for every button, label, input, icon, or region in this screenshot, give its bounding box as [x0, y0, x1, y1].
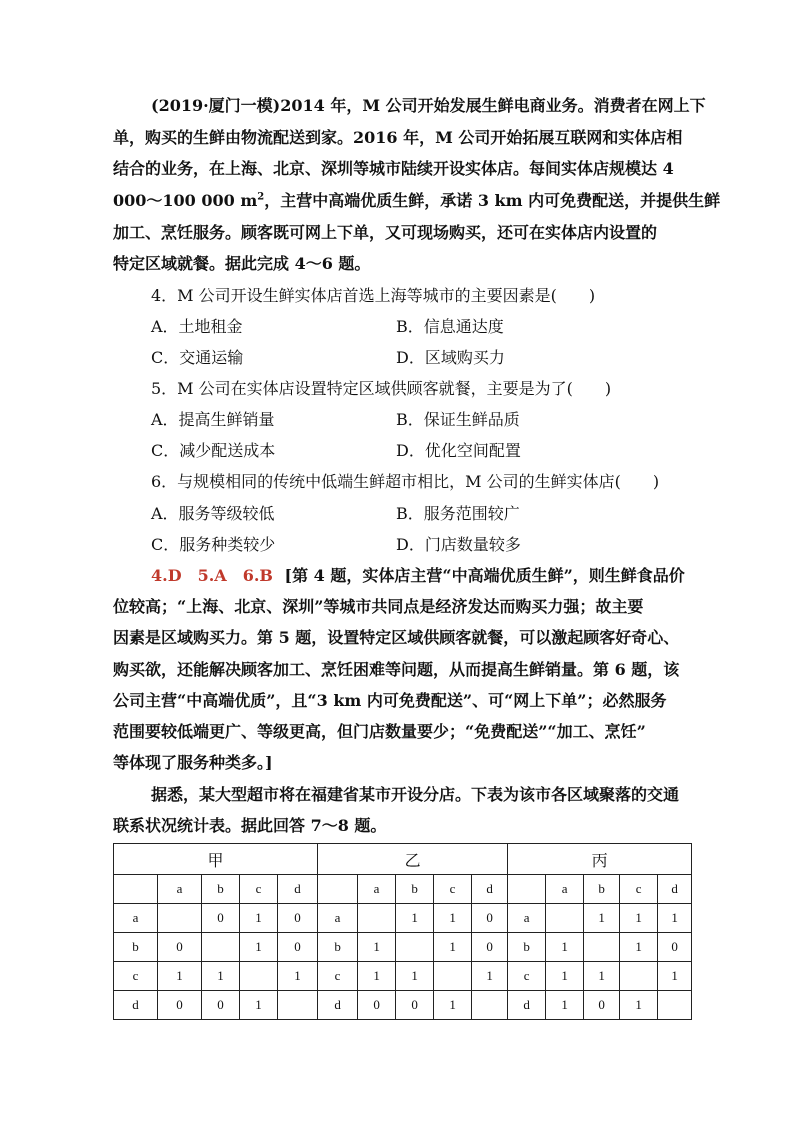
- table-cell: 1: [584, 904, 620, 933]
- q6-option-d: D．门店数量较多: [396, 535, 521, 554]
- intro-line-4-a: 000～100 000 m: [113, 191, 258, 210]
- table-row-label: a: [114, 904, 158, 933]
- table-col-label: d: [658, 875, 692, 904]
- table-cell: 1: [240, 933, 278, 962]
- intro-line-4: [113, 191, 720, 211]
- q6-option-a: A．服务等级较低: [151, 504, 275, 523]
- table-cell: 1: [240, 904, 278, 933]
- table-cell: [358, 904, 396, 933]
- table-col-label: c: [240, 875, 278, 904]
- table-cell: 0: [202, 991, 240, 1020]
- table-row-label: a: [508, 904, 546, 933]
- explanation-line-3: 因素是区域购买力。第 5 题，设置特定区域供顾客就餐，可以激起顾客好奇心、: [113, 628, 680, 647]
- intro-line-2: 单，购买的生鲜由物流配送到家。2016 年，M 公司开始拓展互联网和实体店相: [113, 128, 683, 147]
- table-cell: [658, 991, 692, 1020]
- table-cell: 0: [472, 933, 508, 962]
- table-cell: 1: [202, 962, 240, 991]
- table-cell: [434, 962, 472, 991]
- connectivity-table: [113, 843, 692, 1020]
- explanation-line-7: 等体现了服务种类多。]: [113, 753, 273, 772]
- table-cell: 0: [202, 904, 240, 933]
- q5-option-d: D．优化空间配置: [396, 441, 521, 460]
- q4-option-d: D．区域购买力: [396, 348, 505, 367]
- q5-option-b: B．保证生鲜品质: [396, 410, 520, 429]
- table-cell: 0: [584, 991, 620, 1020]
- table-col-label: d: [472, 875, 508, 904]
- table-row-label: d: [318, 991, 358, 1020]
- table-cell: [202, 933, 240, 962]
- table-col-label: a: [158, 875, 202, 904]
- answer-line-1: [151, 566, 685, 586]
- intro2-line-2: 联系状况统计表。据此回答 7～8 题。: [113, 816, 387, 835]
- table-row-label: b: [508, 933, 546, 962]
- explanation-line-6: 范围要较低端更广、等级更高，但门店数量要少；“免费配送”“加工、烹饪”: [113, 722, 646, 741]
- table-cell: 1: [658, 904, 692, 933]
- table-group-header: 乙: [318, 844, 508, 875]
- table-cell: 1: [358, 933, 396, 962]
- table-cell: [240, 962, 278, 991]
- table-cell: 1: [434, 904, 472, 933]
- table-cell: 1: [434, 933, 472, 962]
- table-cell: [472, 991, 508, 1020]
- table-cell: [620, 962, 658, 991]
- explanation-line-2: 位较高；“上海、北京、深圳”等城市共同点是经济发达而购买力强；故主要: [113, 597, 644, 616]
- table-row-label: b: [318, 933, 358, 962]
- table-col-label: a: [546, 875, 584, 904]
- table-row-label: c: [114, 962, 158, 991]
- table-col-label: d: [278, 875, 318, 904]
- table-cell: 0: [278, 904, 318, 933]
- table-row-label: b: [114, 933, 158, 962]
- question-6-stem: 6．与规模相同的传统中低端生鲜超市相比，M 公司的生鲜实体店( ): [151, 472, 660, 491]
- table-cell: 1: [658, 962, 692, 991]
- table-col-label: b: [396, 875, 434, 904]
- intro-line-1: (2019·厦门一模)2014 年，M 公司开始发展生鲜电商业务。消费者在网上下: [151, 96, 706, 115]
- table-cell: 1: [620, 933, 658, 962]
- table-group-header-row: [114, 844, 692, 875]
- table-cell: 1: [620, 904, 658, 933]
- q6-option-b: B．服务范围较广: [396, 504, 520, 523]
- table-corner-cell: [508, 875, 546, 904]
- table-cell: 1: [396, 962, 434, 991]
- table-group-header: 甲: [114, 844, 318, 875]
- table-cell: 1: [546, 962, 584, 991]
- table-cell: 1: [278, 962, 318, 991]
- answer-key: 4.D 5.A 6.B: [151, 566, 273, 585]
- table-row: [114, 991, 692, 1020]
- table-corner-cell: [114, 875, 158, 904]
- table-cell: [546, 904, 584, 933]
- table-col-label-row: [114, 875, 692, 904]
- table-row-label: d: [114, 991, 158, 1020]
- q4-option-b: B．信息通达度: [396, 317, 504, 336]
- superscript-2: 2: [257, 191, 265, 203]
- table-corner-cell: [318, 875, 358, 904]
- table-cell: 0: [278, 933, 318, 962]
- table-cell: 1: [434, 991, 472, 1020]
- table-row-label: a: [318, 904, 358, 933]
- table-cell: [158, 904, 202, 933]
- explanation-line-4: 购买欲，还能解决顾客加工、烹饪困难等问题，从而提高生鲜销量。第 6 题，该: [113, 660, 680, 679]
- table-cell: 1: [240, 991, 278, 1020]
- table-cell: [396, 933, 434, 962]
- table-row-label: c: [508, 962, 546, 991]
- table-cell: 0: [158, 991, 202, 1020]
- table-cell: 1: [158, 962, 202, 991]
- question-5-stem: 5．M 公司在实体店设置特定区域供顾客就餐，主要是为了( ): [151, 379, 612, 398]
- explanation-line-5: 公司主营“中高端优质”，且“3 km 内可免费配送”、可“网上下单”；必然服务: [113, 691, 667, 710]
- table-cell: 0: [658, 933, 692, 962]
- q4-option-a: A．土地租金: [151, 317, 243, 336]
- table-cell: 0: [358, 991, 396, 1020]
- table-row: [114, 904, 692, 933]
- table-cell: 1: [472, 962, 508, 991]
- intro-line-3: 结合的业务，在上海、北京、深圳等城市陆续开设实体店。每间实体店规模达 4: [113, 159, 674, 178]
- table-cell: [278, 991, 318, 1020]
- table-cell: 0: [396, 991, 434, 1020]
- explanation-line-1: [第 4 题，实体店主营“中高端优质生鲜”，则生鲜食品价: [284, 566, 685, 585]
- table-col-label: a: [358, 875, 396, 904]
- intro2-line-1: 据悉，某大型超市将在福建省某市开设分店。下表为该市各区域聚落的交通: [151, 785, 680, 804]
- table-cell: 1: [546, 991, 584, 1020]
- table-row-label: d: [508, 991, 546, 1020]
- table-col-label: b: [584, 875, 620, 904]
- table-cell: 0: [472, 904, 508, 933]
- table-cell: 1: [546, 933, 584, 962]
- table-cell: 1: [396, 904, 434, 933]
- table-col-label: c: [434, 875, 472, 904]
- intro-line-4-b: ，主营中高端优质生鲜，承诺 3 km 内可免费配送，并提供生鲜: [264, 191, 721, 210]
- table-cell: 0: [158, 933, 202, 962]
- q4-option-c: C．交通运输: [151, 348, 244, 367]
- q6-option-c: C．服务种类较少: [151, 535, 276, 554]
- table-col-label: b: [202, 875, 240, 904]
- table-row-label: c: [318, 962, 358, 991]
- intro-line-5: 加工、烹饪服务。顾客既可网上下单，又可现场购买，还可在实体店内设置的: [113, 223, 658, 242]
- table-col-label: c: [620, 875, 658, 904]
- table-row: [114, 933, 692, 962]
- table-cell: [584, 933, 620, 962]
- table-row: [114, 962, 692, 991]
- table-cell: 1: [584, 962, 620, 991]
- intro-line-6: 特定区域就餐。据此完成 4～6 题。: [113, 254, 371, 273]
- table-group-header: 丙: [508, 844, 692, 875]
- table-cell: 1: [358, 962, 396, 991]
- table-cell: 1: [620, 991, 658, 1020]
- q5-option-c: C．减少配送成本: [151, 441, 276, 460]
- question-4-stem: 4．M 公司开设生鲜实体店首选上海等城市的主要因素是( ): [151, 286, 596, 305]
- q5-option-a: A．提高生鲜销量: [151, 410, 275, 429]
